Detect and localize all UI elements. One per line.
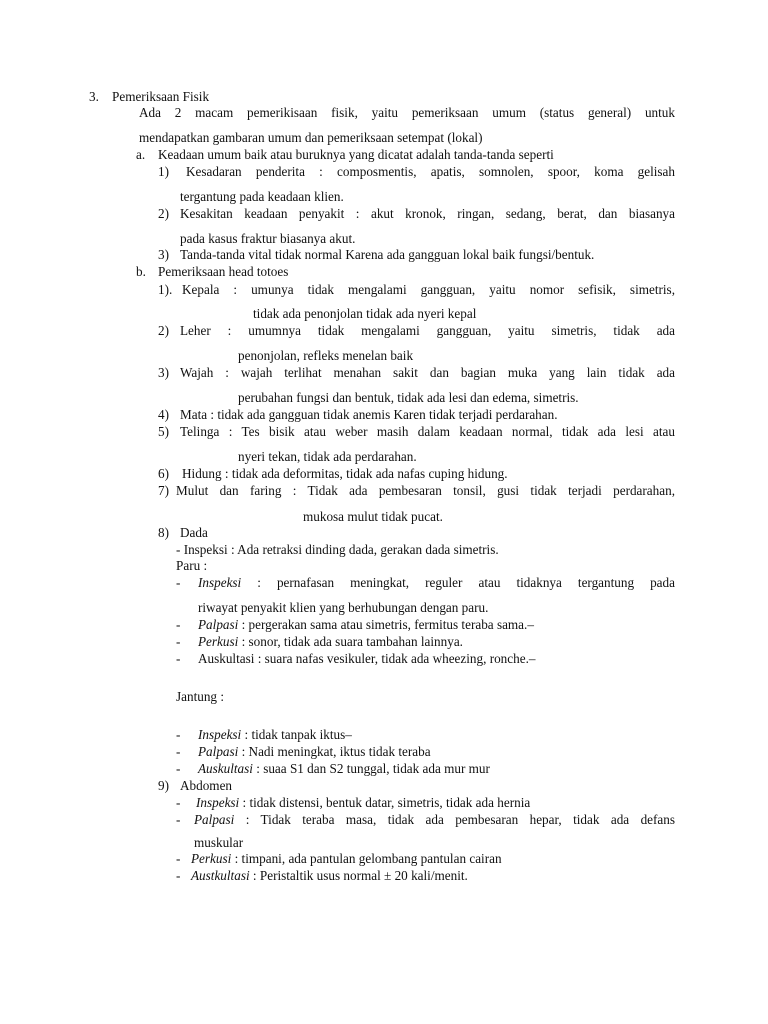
list-item-number: 6): [158, 466, 169, 481]
list-item-number: 7): [158, 483, 169, 498]
abdomen-inspeksi-line: Inspeksi : tidak distensi, bentuk datar, simetris, tidak ada hernia: [196, 795, 531, 810]
list-item-continuation: tidak ada penonjolan tidak ada nyeri kepal: [253, 306, 477, 321]
dash-bullet: -: [176, 727, 181, 742]
dash-bullet: -: [176, 575, 181, 590]
dash-bullet: -: [176, 617, 181, 632]
dada-inspeksi: - Inspeksi : Ada retraksi dinding dada, gerakan dada simetris.: [176, 542, 499, 557]
jantung-inspeksi-line: Inspeksi : tidak tanpak iktus–: [198, 727, 352, 742]
paru-perkusi-line: Perkusi : sonor, tidak ada suara tambahan lainnya.: [198, 634, 463, 649]
list-item-number: 2): [158, 206, 169, 221]
list-item-number: 9): [158, 778, 169, 793]
jantung-auskultasi-line: Auskultasi : suaa S1 dan S2 tunggal, tidak ada mur mur: [198, 761, 490, 776]
list-item-number: 1): [158, 164, 169, 179]
dash-bullet: -: [176, 761, 181, 776]
list-item-continuation: nyeri tekan, tidak ada perdarahan.: [238, 449, 417, 464]
list-item-number: 1).: [158, 282, 173, 297]
dash-bullet: -: [176, 868, 181, 883]
section-title: Pemeriksaan Fisik: [112, 89, 210, 104]
dash-bullet: -: [176, 634, 181, 649]
abdomen-title: Abdomen: [180, 778, 233, 793]
list-item-number: 5): [158, 424, 169, 439]
list-item-line: Leher : umumnya tidak mengalami gangguan, yaitu simetris, tidak ada: [180, 323, 675, 338]
section-number: 3.: [89, 89, 99, 104]
intro-line-2: mendapatkan gambaran umum dan pemeriksaan setempat (lokal): [139, 130, 483, 145]
list-item-number: 4): [158, 407, 169, 422]
dash-bullet: -: [176, 795, 181, 810]
term: Inspeksi: [198, 575, 242, 590]
list-item-line: Tanda-tanda vital tidak normal Karena ada gangguan lokal baik fungsi/bentuk.: [180, 247, 595, 262]
jantung-label: Jantung :: [176, 689, 224, 704]
list-item-line: Kepala : umunya tidak mengalami gangguan, yaitu nomor sefisik, simetris,: [182, 282, 675, 297]
paru-palpasi-line: Palpasi : pergerakan sama atau simetris, fermitus teraba sama.–: [198, 617, 534, 632]
list-item-number: 8): [158, 525, 169, 540]
intro-line-1: Ada 2 macam pemerikisaan fisik, yaitu pemeriksaan umum (status general) untuk: [139, 105, 675, 120]
list-item-number: 3): [158, 247, 169, 262]
list-item-line: Kesakitan keadaan penyakit : akut kronok, ringan, sedang, berat, dan biasanya: [180, 206, 675, 221]
part-a-label: a.: [136, 147, 146, 162]
list-item-continuation: mukosa mulut tidak pucat.: [303, 509, 443, 524]
part-b-title: Pemeriksaan head totoes: [158, 264, 289, 279]
paru-auskultasi-line: Auskultasi : suara nafas vesikuler, tidak ada wheezing, ronche.–: [198, 651, 536, 666]
part-b-label: b.: [136, 264, 146, 279]
list-item-continuation: tergantung pada keadaan klien.: [180, 189, 344, 204]
list-item-line: Hidung : tidak ada deformitas, tidak ada nafas cuping hidung.: [182, 466, 508, 481]
list-item-line: Wajah : wajah terlihat menahan sakit dan bagian muka yang lain tidak ada: [180, 365, 675, 380]
list-item-continuation: muskular: [194, 835, 244, 850]
abdomen-palpasi-line: Palpasi : Tidak teraba masa, tidak ada pembesaran hepar, tidak ada defans: [194, 812, 675, 827]
dash-bullet: -: [176, 812, 181, 827]
abdomen-auskultasi-line: Austkultasi : Peristaltik usus normal ± 20 kali/menit.: [191, 868, 468, 883]
abdomen-perkusi-line: Perkusi : timpani, ada pantulan gelombang pantulan cairan: [191, 851, 502, 866]
dada-title: Dada: [180, 525, 208, 540]
list-item-continuation: penonjolan, refleks menelan baik: [238, 348, 414, 363]
paru-inspeksi-line: Inspeksi : pernafasan meningkat, reguler atau tidaknya tergantung pada: [198, 575, 675, 590]
list-item-line: Kesadaran penderita : composmentis, apatis, somnolen, spoor, koma gelisah: [186, 164, 675, 179]
dash-bullet: -: [176, 744, 181, 759]
list-item-continuation: perubahan fungsi dan bentuk, tidak ada lesi dan edema, simetris.: [238, 390, 579, 405]
paru-label: Paru :: [176, 558, 208, 573]
dash-bullet: -: [176, 651, 181, 666]
list-item-line: Mata : tidak ada gangguan tidak anemis Karen tidak terjadi perdarahan.: [180, 407, 558, 422]
list-item-line: Telinga : Tes bisik atau weber masih dalam keadaan normal, tidak ada lesi atau: [180, 424, 675, 439]
list-item-number: 2): [158, 323, 169, 338]
list-item-line: Mulut dan faring : Tidak ada pembesaran tonsil, gusi tidak terjadi perdarahan,: [176, 483, 675, 498]
list-item-number: 3): [158, 365, 169, 380]
dash-bullet: -: [176, 851, 181, 866]
list-item-continuation: riwayat penyakit klien yang berhubungan dengan paru.: [198, 600, 489, 615]
jantung-palpasi-line: Palpasi : Nadi meningkat, iktus tidak teraba: [198, 744, 431, 759]
list-item-continuation: pada kasus fraktur biasanya akut.: [180, 231, 356, 246]
part-a-title: Keadaan umum baik atau buruknya yang dicatat adalah tanda-tanda seperti: [158, 147, 554, 162]
